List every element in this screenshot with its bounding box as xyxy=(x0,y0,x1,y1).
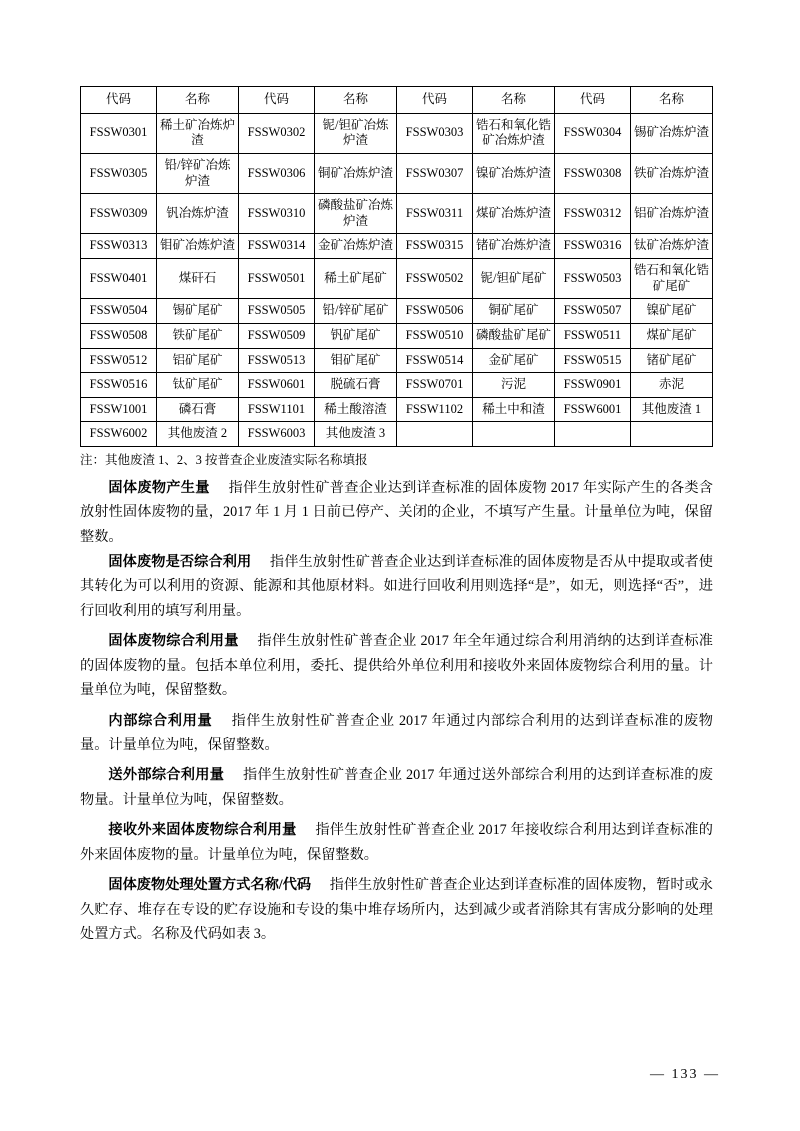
column-header: 代码 xyxy=(239,87,315,114)
table-cell: FSSW0301 xyxy=(81,113,157,153)
term-label: 固体废物处理处置方式名称/代码 xyxy=(108,877,312,894)
table-cell: 锗矿冶炼炉渣 xyxy=(473,234,555,259)
table-note: 注：其他废渣 1、2、3 按普查企业废渣实际名称填报 xyxy=(80,453,368,467)
term-definition: 指伴生放射性矿普查企业达到详查标准的固体废物，暂时或永久贮存、堆存在专设的贮存设施和专设的集中堆存场所内，达到减少或者消除其有害成分影响的处理处置方式。名称及代码如表 3。 xyxy=(80,877,713,942)
solid-waste-code-table xyxy=(80,86,713,447)
term-label: 固体废物是否综合利用 xyxy=(108,554,252,571)
table-cell: 锗矿尾矿 xyxy=(631,348,713,373)
table-cell: 铁矿冶炼炉渣 xyxy=(631,153,713,193)
table-cell: 钼矿尾矿 xyxy=(315,348,397,373)
table-row xyxy=(81,234,713,259)
table-cell: FSSW0302 xyxy=(239,113,315,153)
table-cell: 锡矿尾矿 xyxy=(157,299,239,324)
column-header: 名称 xyxy=(631,87,713,114)
table-cell: 金矿冶炼炉渣 xyxy=(315,234,397,259)
table-row xyxy=(81,397,713,422)
paragraph-solid-waste-generation xyxy=(80,476,713,549)
table-cell xyxy=(397,422,473,447)
table-cell: FSSW0304 xyxy=(555,113,631,153)
column-header: 名称 xyxy=(157,87,239,114)
column-header: 代码 xyxy=(397,87,473,114)
table-cell: 钼矿冶炼炉渣 xyxy=(157,234,239,259)
table-cell: 铜矿冶炼炉渣 xyxy=(315,153,397,193)
table-cell: 钒冶炼炉渣 xyxy=(157,194,239,234)
table-row xyxy=(81,113,713,153)
term-definition: 指伴生放射性矿普查企业 2017 年全年通过综合利用消纳的达到详查标准的固体废物的量。包括本单位利用，委托、提供给外单位利用和接收外来固体废物综合利用的量。计量单位为吨，保留整数。 xyxy=(80,633,713,699)
table-cell: FSSW0307 xyxy=(397,153,473,193)
paragraph-internal-use-amount xyxy=(80,709,713,758)
table-cell: 钒矿尾矿 xyxy=(315,323,397,348)
term-label: 固体废物产生量 xyxy=(108,479,210,496)
table-cell: 镍矿冶炼炉渣 xyxy=(473,153,555,193)
table-header-row xyxy=(81,87,713,114)
table-cell: FSSW0515 xyxy=(555,348,631,373)
table-row xyxy=(81,323,713,348)
table-cell: 其他废渣 3 xyxy=(315,422,397,447)
column-header: 名称 xyxy=(473,87,555,114)
table-cell: 脱硫石膏 xyxy=(315,373,397,398)
table-cell: FSSW0513 xyxy=(239,348,315,373)
table-cell: FSSW0305 xyxy=(81,153,157,193)
table-cell: FSSW0510 xyxy=(397,323,473,348)
table-cell: FSSW0315 xyxy=(397,234,473,259)
table-cell: 污泥 xyxy=(473,373,555,398)
paragraph-external-use-amount xyxy=(80,763,713,812)
table-cell: 铅/锌矿冶炼炉渣 xyxy=(157,153,239,193)
table-cell: FSSW0516 xyxy=(81,373,157,398)
table-cell xyxy=(631,422,713,447)
table-cell: FSSW6003 xyxy=(239,422,315,447)
table-cell: 稀土矿尾矿 xyxy=(315,259,397,299)
table-cell: 磷石膏 xyxy=(157,397,239,422)
table-cell: 稀土矿冶炼炉渣 xyxy=(157,113,239,153)
table-cell: FSSW1102 xyxy=(397,397,473,422)
table-cell: 钛矿尾矿 xyxy=(157,373,239,398)
term-definition: 指伴生放射性矿普查企业 2017 年通过内部综合利用的达到详查标准的废物量。计量单位为吨，保留整数。 xyxy=(80,712,713,753)
table-cell xyxy=(473,422,555,447)
table-row xyxy=(81,299,713,324)
table-cell: FSSW0505 xyxy=(239,299,315,324)
table-cell: FSSW0601 xyxy=(239,373,315,398)
column-header: 代码 xyxy=(555,87,631,114)
table-cell: 其他废渣 2 xyxy=(157,422,239,447)
table-cell: FSSW0502 xyxy=(397,259,473,299)
table-cell: 铅/锌矿尾矿 xyxy=(315,299,397,324)
table-cell: 钛矿冶炼炉渣 xyxy=(631,234,713,259)
table-cell: FSSW0514 xyxy=(397,348,473,373)
table-row xyxy=(81,194,713,234)
table-row xyxy=(81,348,713,373)
table-cell: FSSW0303 xyxy=(397,113,473,153)
table-row xyxy=(81,259,713,299)
table-cell: FSSW0314 xyxy=(239,234,315,259)
table-cell xyxy=(555,422,631,447)
table-cell: FSSW0508 xyxy=(81,323,157,348)
paragraph-disposal-method-code xyxy=(80,873,713,946)
table-cell: FSSW0313 xyxy=(81,234,157,259)
table-cell: 稀土酸溶渣 xyxy=(315,397,397,422)
table-cell: 稀土中和渣 xyxy=(473,397,555,422)
page-content xyxy=(80,86,713,946)
table-cell: FSSW0306 xyxy=(239,153,315,193)
table-row xyxy=(81,422,713,447)
table-cell: 磷酸盐矿冶炼炉渣 xyxy=(315,194,397,234)
table-cell: FSSW0504 xyxy=(81,299,157,324)
term-definition: 指伴生放射性矿普查企业达到详查标准的固体废物 2017 年实际产生的各类含放射性固体废物的量，2017 年 1 月 1 日前已停产、关闭的企业，不填写产生量。计量单位为吨，保留整数。 xyxy=(80,479,713,545)
paragraph-comprehensive-use-flag xyxy=(80,550,713,623)
table-cell: FSSW0512 xyxy=(81,348,157,373)
table-row xyxy=(81,153,713,193)
table-cell: FSSW0511 xyxy=(555,323,631,348)
term-definition: 指伴生放射性矿普查企业达到详查标准的固体废物是否从中提取或者使其转化为可以利用的资源、能源和其他原材料。如进行回收利用则选择“是”，如无，则选择“否”，进行回收利用的填写利用量。 xyxy=(80,554,713,619)
paragraph-received-external-waste xyxy=(80,818,713,867)
table-cell: 锡矿冶炼炉渣 xyxy=(631,113,713,153)
table-cell: FSSW0401 xyxy=(81,259,157,299)
table-cell: FSSW0507 xyxy=(555,299,631,324)
table-cell: 镍矿尾矿 xyxy=(631,299,713,324)
table-cell: 煤矿尾矿 xyxy=(631,323,713,348)
table-cell: 煤矸石 xyxy=(157,259,239,299)
term-definition: 指伴生放射性矿普查企业 2017 年通过送外部综合利用的达到详查标准的废物量。计量单位为吨，保留整数。 xyxy=(80,767,713,808)
table-cell: FSSW0309 xyxy=(81,194,157,234)
column-header: 名称 xyxy=(315,87,397,114)
table-cell: FSSW1001 xyxy=(81,397,157,422)
table-cell: 煤矿冶炼炉渣 xyxy=(473,194,555,234)
table-cell: 铜矿尾矿 xyxy=(473,299,555,324)
table-row xyxy=(81,373,713,398)
paragraph-comprehensive-use-amount xyxy=(80,629,713,702)
table-cell: 铝矿冶炼炉渣 xyxy=(631,194,713,234)
table-cell: FSSW0701 xyxy=(397,373,473,398)
table-cell: 磷酸盐矿尾矿 xyxy=(473,323,555,348)
table-cell: FSSW0311 xyxy=(397,194,473,234)
table-cell: 铁矿尾矿 xyxy=(157,323,239,348)
table-cell: FSSW0308 xyxy=(555,153,631,193)
table-cell: 锆石和氧化锆矿冶炼炉渣 xyxy=(473,113,555,153)
table-cell: FSSW1101 xyxy=(239,397,315,422)
table-cell: FSSW6001 xyxy=(555,397,631,422)
table-cell: FSSW0509 xyxy=(239,323,315,348)
table-cell: FSSW0316 xyxy=(555,234,631,259)
table-cell: FSSW6002 xyxy=(81,422,157,447)
table-cell: 赤泥 xyxy=(631,373,713,398)
table-cell: 其他废渣 1 xyxy=(631,397,713,422)
term-label: 内部综合利用量 xyxy=(108,712,213,729)
table-cell: FSSW0312 xyxy=(555,194,631,234)
table-cell: 铌/钽矿冶炼炉渣 xyxy=(315,113,397,153)
table-cell: FSSW0501 xyxy=(239,259,315,299)
table-cell: FSSW0901 xyxy=(555,373,631,398)
table-cell: 锆石和氧化锆矿尾矿 xyxy=(631,259,713,299)
term-label: 固体废物综合利用量 xyxy=(108,633,239,650)
page-number: — 133 — xyxy=(650,1067,720,1082)
table-cell: FSSW0310 xyxy=(239,194,315,234)
term-definition: 指伴生放射性矿普查企业 2017 年接收综合利用达到详查标准的外来固体废物的量。计量单位为吨，保留整数。 xyxy=(80,822,713,863)
table-cell: 铌/钽矿尾矿 xyxy=(473,259,555,299)
table-cell: FSSW0503 xyxy=(555,259,631,299)
table-cell: 铝矿尾矿 xyxy=(157,348,239,373)
term-label: 送外部综合利用量 xyxy=(108,767,225,784)
table-cell: FSSW0506 xyxy=(397,299,473,324)
term-label: 接收外来固体废物综合利用量 xyxy=(108,822,297,839)
column-header: 代码 xyxy=(81,87,157,114)
table-cell: 金矿尾矿 xyxy=(473,348,555,373)
